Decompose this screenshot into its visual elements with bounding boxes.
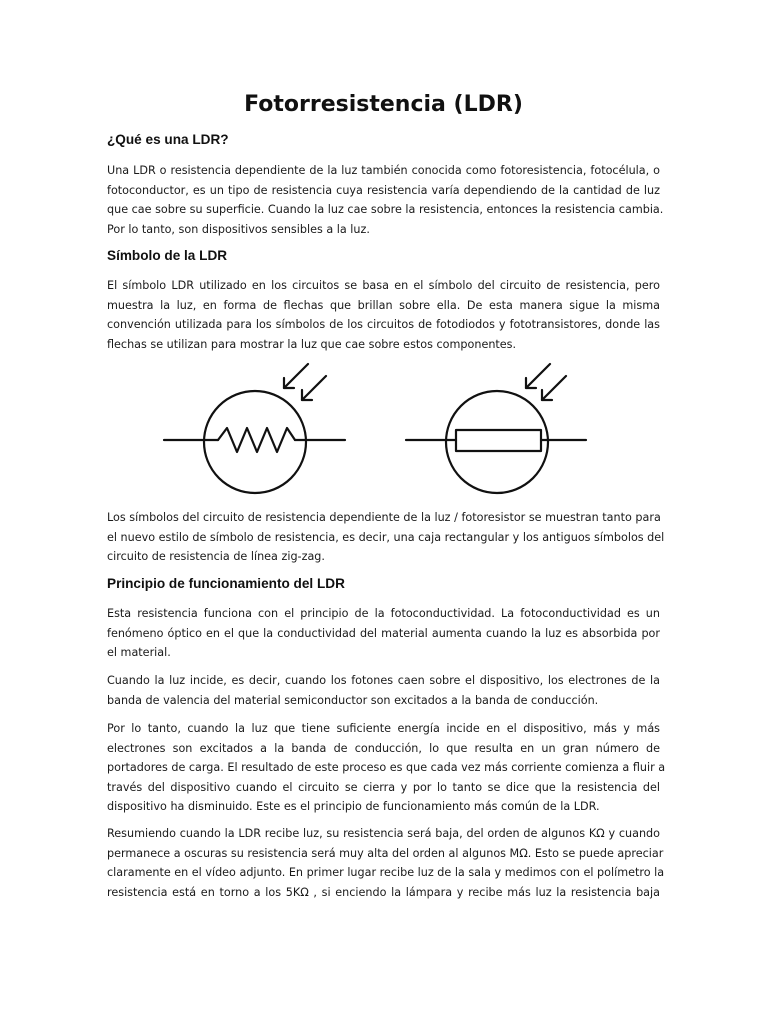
text-line: dispositivo ha disminuido. Este es el principio de funcionamiento más común de la LDR.	[107, 800, 600, 814]
paragraph-resumen	[107, 824, 665, 902]
text-line: Los símbolos del circuito de resistencia dependiente de la luz / fotoresistor se muestran tanto para	[107, 511, 661, 524]
text-line: flechas se utilizan para mostrar la luz que cae sobre estos componentes.	[107, 337, 517, 351]
text-line: portadores de carga. El resultado de este proceso es que cada vez más corriente comienza a fluir a	[107, 761, 666, 775]
text-line: permanece a oscuras su resistencia será muy alta del orden al algunos MΩ. Esto se puede apreciar	[107, 846, 664, 860]
light-arrows-icon	[284, 364, 326, 400]
paragraph-que-es	[107, 161, 664, 239]
paragraph-fotones	[107, 671, 660, 710]
text-line: convención utilizada para los símbolos de los circuitos de fotodiodos y fototransistores, donde las	[107, 318, 660, 332]
text-line: banda de valencia del material semiconductor son excitados a la banda de conducción.	[107, 693, 599, 707]
section-heading-principio: Principio de funcionamiento del LDR	[107, 576, 345, 591]
text-line: fotoconductor, es un tipo de resistencia cuya resistencia varía dependiendo de la cantidad de luz	[107, 183, 660, 197]
ldr-zigzag-circle	[204, 391, 306, 493]
text-line: circuito de resistencia de línea zig-zag.	[107, 550, 325, 564]
light-arrows-icon	[526, 364, 566, 400]
paragraph-simbolo	[107, 276, 660, 354]
text-line: Cuando la luz incide, es decir, cuando los fotones caen sobre el dispositivo, los electrones de la	[107, 674, 660, 687]
ldr-rectangular-symbol	[406, 364, 586, 493]
text-line: Resumiendo cuando la LDR recibe luz, su resistencia será baja, del orden de algunos KΩ y cuando	[107, 827, 660, 840]
text-line: el material.	[107, 646, 171, 660]
section-heading-que-es: ¿Qué es una LDR?	[107, 132, 229, 147]
text-line: fenómeno óptico en el que la conductividad del material aumenta cuando la luz es absorbida por	[107, 626, 660, 640]
text-line: Esta resistencia funciona con el principio de la fotoconductividad. La fotoconductividad es un	[107, 607, 660, 620]
text-line: el nuevo estilo de símbolo de resistencia, es decir, una caja rectangular y los antiguos símbolos del	[107, 530, 665, 544]
paragraph-electrones	[107, 719, 666, 817]
ldr-zigzag-resistor	[218, 428, 295, 452]
text-line: Por lo tanto, cuando la luz que tiene suficiente energía incide en el dispositivo, más y más	[107, 722, 660, 735]
text-line: resistencia está en torno a los 5KΩ , si enciendo la lámpara y recibe más luz la resistencia baja	[107, 885, 660, 899]
text-line: través del dispositivo cuando el circuito se cierra y por lo tanto se dice que la resistencia del	[107, 780, 660, 794]
ldr-zigzag-symbol	[164, 364, 345, 493]
paragraph-simbolos-estilos	[107, 508, 665, 567]
paragraph-fotoconductividad	[107, 604, 660, 663]
ldr-rectangular-resistor	[456, 430, 541, 451]
text-line: electrones son excitados a la banda de conducción, lo que resulta en un gran número de	[107, 741, 660, 755]
text-line: claramente en el vídeo adjunto. En primer lugar recibe luz de la sala y medimos con el polímetro la	[107, 866, 665, 880]
text-line: Una LDR o resistencia dependiente de la luz también conocida como fotoresistencia, fotocélula, o	[107, 164, 660, 177]
ldr-symbols-figure	[160, 358, 590, 498]
document-title: Fotorresistencia (LDR)	[244, 92, 523, 117]
text-line: muestra la luz, en forma de flechas que brillan sobre ella. De esta manera sigue la misma	[107, 298, 660, 312]
text-line: El símbolo LDR utilizado en los circuitos se basa en el símbolo del circuito de resistencia, pero	[107, 279, 660, 292]
ldr-rectangular-circle	[446, 391, 548, 493]
text-line: Por lo tanto, son dispositivos sensibles a la luz.	[107, 222, 370, 236]
section-heading-simbolo: Símbolo de la LDR	[107, 248, 228, 263]
text-line: que cae sobre su superficie. Cuando la luz cae sobre la resistencia, entonces la resistencia cambia.	[107, 203, 664, 217]
